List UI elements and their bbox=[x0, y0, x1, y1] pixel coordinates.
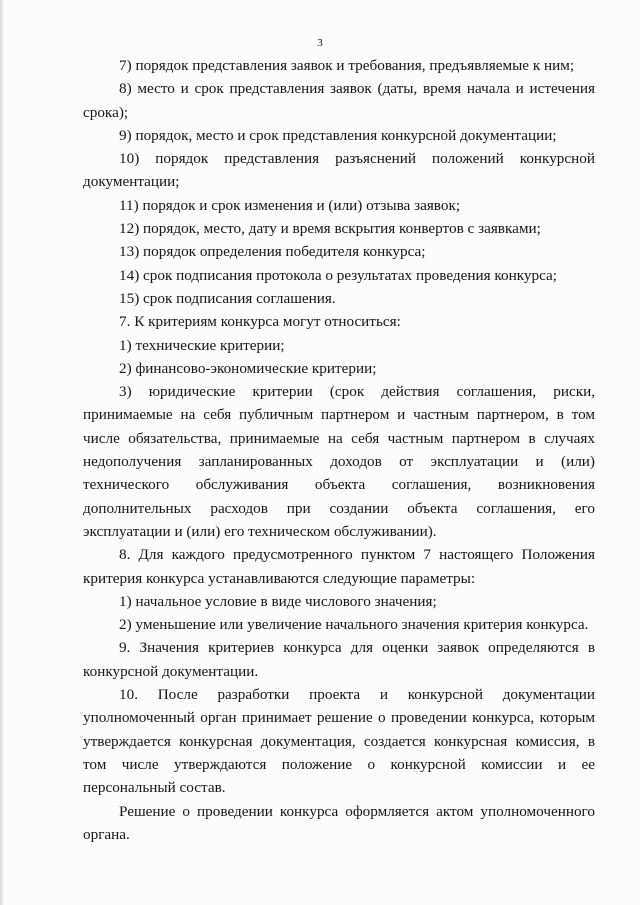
section-9-paragraph: 9. Значения критериев конкурса для оценки заявок определяются в конкурсной документации. bbox=[83, 639, 595, 680]
paragraph-9-item: 9) порядок, место и срок представления конкурсной документации; bbox=[119, 126, 557, 144]
section-8-paragraph: 8. Для каждого предусмотренного пунктом 7 настоящего Положения критерия конкурса устанавливаются следующие параметры: bbox=[83, 546, 595, 587]
decision-paragraph: Решение о проведении конкурса оформляется актом уполномоченного органа. bbox=[83, 802, 595, 843]
paragraph-11-item: 11) порядок и срок изменения и (или) отзыва заявок; bbox=[119, 196, 461, 214]
paragraph-12-item: 12) порядок, место, дату и время вскрытия конвертов с заявками; bbox=[119, 220, 541, 238]
paragraph-8-item: 8) место и срок представления заявок (даты, время начала и истечения срока); bbox=[83, 80, 595, 121]
paragraph-15-item: 15) срок подписания соглашения. bbox=[119, 289, 336, 307]
parameter-item-2: 2) уменьшение или увеличение начального значения критерия конкурса. bbox=[119, 616, 589, 634]
section-7-heading: 7. К критериям конкурса могут относиться: bbox=[119, 313, 401, 331]
criteria-item-3: 3) юридические критерии (срок действия соглашения, риски, принимаемые на себя публичным партнером и частным партнером, в том числе обязательства, принимаемые на себя частным партнером в случаях недополучения запланированных доходов от эксплуатации и (или) технического обслуживания объекта соглашения, возникновения дополнительных расходов при создании объекта соглашения, его эксплуатации и (или) его техническом обслуживании). bbox=[83, 383, 595, 540]
paragraph-13-item: 13) порядок определения победителя конкурса; bbox=[119, 243, 426, 261]
paragraph-14-item: 14) срок подписания протокола о результатах проведения конкурса; bbox=[119, 266, 557, 284]
parameter-item-1: 1) начальное условие в виде числового значения; bbox=[119, 592, 437, 610]
paragraph-7-item: 7) порядок представления заявок и требования, предъявляемые к ним; bbox=[119, 57, 575, 74]
page-number: 3 bbox=[317, 37, 323, 49]
document-body bbox=[83, 54, 595, 846]
criteria-item-1: 1) технические критерии; bbox=[119, 336, 285, 354]
criteria-item-2: 2) финансово-экономические критерии; bbox=[119, 359, 377, 377]
paragraph-10-item: 10) порядок представления разъяснений положений конкурсной документации; bbox=[83, 150, 595, 191]
page-edge bbox=[0, 0, 4, 905]
section-10-paragraph: 10. После разработки проекта и конкурсной документации уполномоченный орган принимает решение о проведении конкурса, которым утверждается конкурсная документация, создается конкурсная комиссия, в том числе утверждаются положение о конкурсной комиссии и ее персональный состав. bbox=[83, 686, 595, 797]
